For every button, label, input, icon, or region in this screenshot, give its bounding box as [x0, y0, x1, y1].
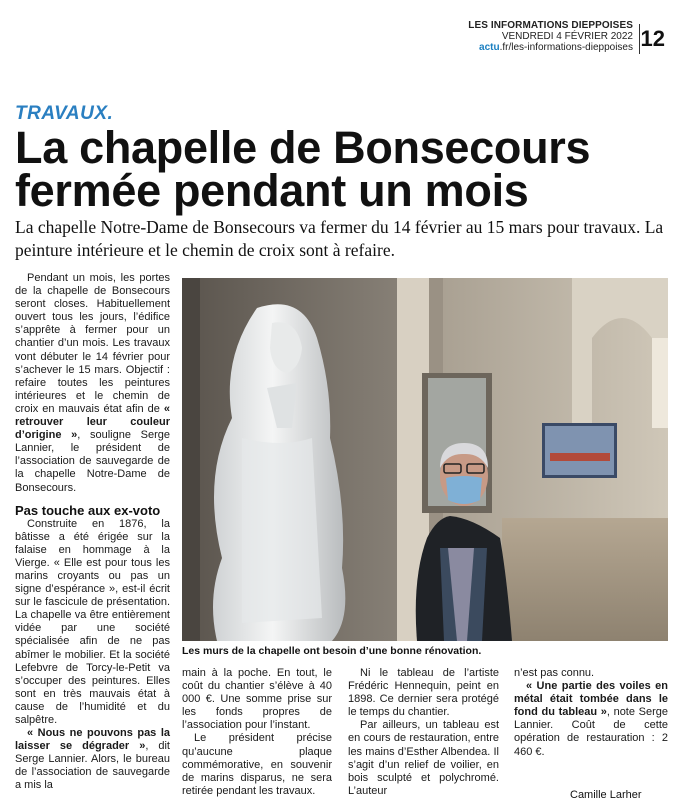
article-kicker: TRAVAUX.: [15, 103, 114, 124]
paragraph: [15, 727, 170, 792]
url-brand: actu: [479, 42, 500, 53]
quote: « retrouver leur couleur d’origine »: [15, 402, 170, 442]
paragraph-text: Pendant un mois, les portes de la chapelle de Bonsecours seront closes. Habituellement ouvert tous les jours, l’édifice s’apprête à fermer pour un chantier d’un mois. Les travaux vont débuter le 14 février pour s’achever le 15 mars. Objectif : refaire toutes les peintures intérieures et le chemin de croix en mauvais état afin de: [15, 272, 170, 415]
paragraph-text: , souligne Serge Lannier, le président de l’association de sauvegarde de la chapelle Notre-Dame de Bonsecours.: [15, 429, 170, 494]
publication-name: LES INFORMATIONS DIEPPOISES: [468, 20, 633, 31]
paragraph: Par ailleurs, un tableau est en cours de restauration, entre les mains d’Esther Albendea. Il s’agit d’un relief de voilier, en bois sculpté et polychromé. L’auteur: [348, 719, 499, 797]
article-photo: [182, 278, 668, 641]
subheading: Pas touche aux ex-voto: [15, 502, 161, 518]
subhead-block: [15, 504, 170, 518]
article-lead: La chapelle Notre-Dame de Bonsecours va fermer du 14 février au 15 mars pour travaux. La peinture intérieure et le chemin de croix sont à refaire.: [15, 217, 664, 260]
paragraph: Construite en 1876, la bâtisse a été érigée sur la falaise en hommage à la Vierge. « Elle est pour tous les marins croyants ou pas un signe d’espérance », est-il écrit sur le fascicule de présentation. La chapelle va être entièrement vidée par une société spécialisée afin de ne pas abîmer le mobilier. Et la société Lefebvre de Torcy-le-Petit va s’occuper des peintures. Elles sont en très mauvais état à cause de l’humidité et du salpêtre.: [15, 517, 170, 726]
publication-url[interactable]: [468, 42, 633, 53]
quote: « Une partie des voiles en métal était tombée dans le fond du tableau »: [514, 680, 668, 719]
article-title: La chapelle de Bonsecours fermée pendant un mois: [15, 122, 591, 216]
url-path: .fr/les-informations-dieppoises: [499, 42, 633, 53]
header-info: [468, 20, 633, 53]
photo-caption: Les murs de la chapelle ont besoin d’une bonne rénovation.: [182, 645, 482, 657]
paragraph: n’est pas connu.: [514, 667, 595, 679]
paragraph: main à la poche. En tout, le coût du chantier s’élève à 40 000 €. Une somme prise sur les fonds propres de l’association pour l’instant.: [182, 667, 332, 732]
text-column-2: [182, 667, 332, 798]
paragraph-text: , dit Serge Lannier. Alors, le bureau de l’association de sauvegarde a mis la: [15, 740, 170, 792]
text-column-4: [514, 667, 668, 759]
paragraph-text: , note Serge Lannier. Coût de cette opération de restauration : 2 460 €.: [514, 706, 668, 758]
paragraph: Le président précise qu’aucune plaque commémorative, en souvenir de marins disparus, ne sera retirée pendant les travaux.: [182, 732, 332, 797]
text-column-1: [15, 272, 170, 793]
author-byline: Camille Larher: [570, 789, 642, 801]
page-header: [0, 0, 693, 58]
text-column-3: [348, 667, 499, 798]
quote: « Nous ne pouvons pas la laisser se dégrader »: [15, 727, 170, 753]
paragraph: [514, 680, 668, 759]
page-number: 12: [640, 26, 665, 51]
paragraph: Ni le tableau de l’artiste Frédéric Hennequin, peint en 1898. Ce dernier sera protégé le temps du chantier.: [348, 667, 499, 719]
issue-date: VENDREDI 4 FÉVRIER 2022: [501, 31, 633, 42]
chapel-statue-photo: [182, 278, 668, 641]
paragraph: [15, 272, 170, 495]
